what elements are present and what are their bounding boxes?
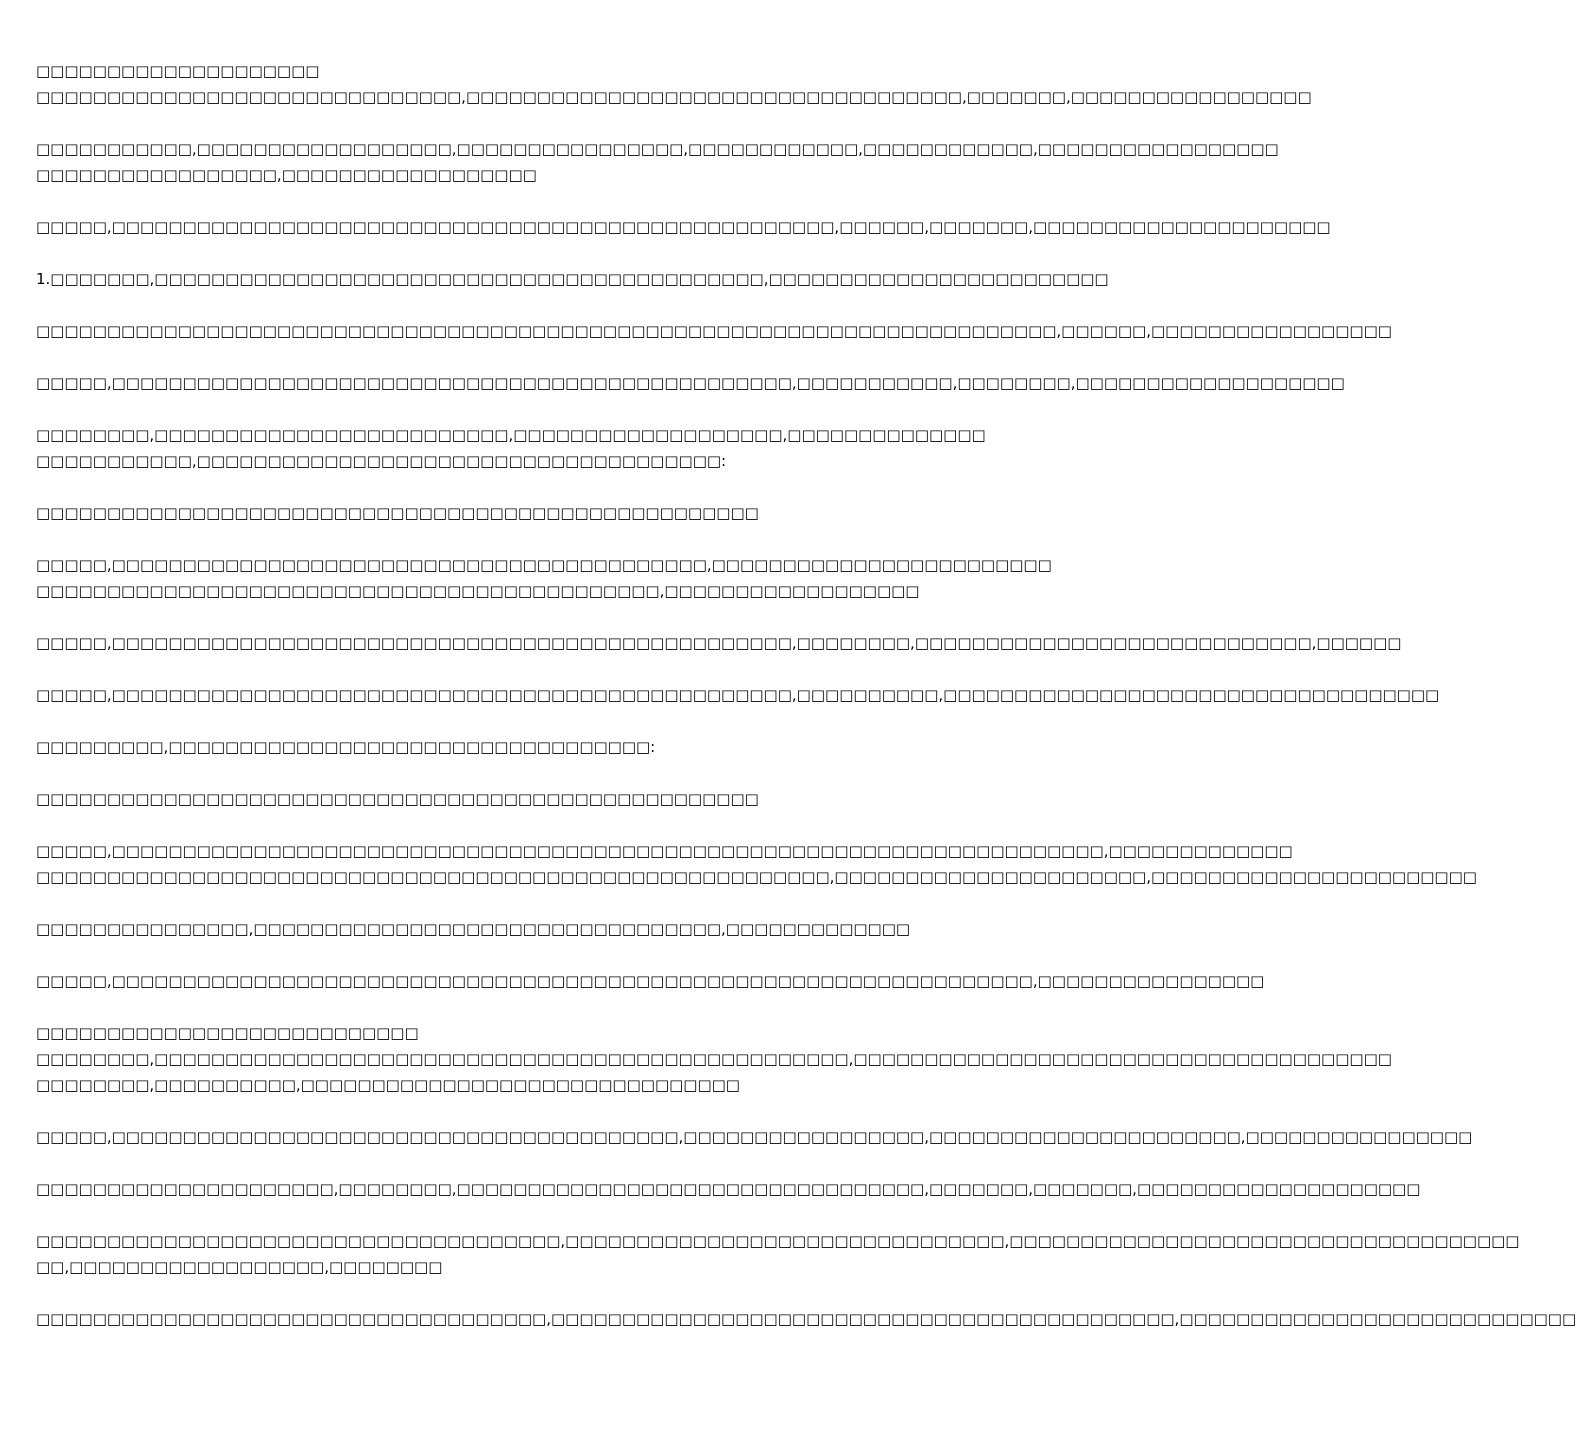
text-line: □□□□□,□□□□□□□□□□□□□□□□□□□□□□□□□□□□□□□□□□□□□□□□□□□□□□□□□□□□□□□□□□□□□□□□□□□□□□,□□□□□□□□□□□□□: [36, 842, 1293, 860]
paragraph-gap: [36, 526, 990, 552]
text-line: □□□□□□□□□□□□□□□□□□□□□□□□□□□□□□□□□□□□□□□□□□□□,□□□□□□□□□□□□□□□□□□: [36, 582, 920, 600]
text-line: □□□□□□□□,□□□□□□□□□□,□□□□□□□□□□□□□□□□□□□□□□□□□□□□□□□: [36, 1076, 740, 1094]
text-line: □□□□□,□□□□□□□□□□□□□□□□□□□□□□□□□□□□□□□□□□□□□□□□□□□□□□□□,□□□□□□□□,□□□□□□□□□□□□□□□□□□□□□□□□□□□□,□□□□□□: [36, 634, 1402, 652]
paragraph-gap: [36, 240, 990, 266]
text-line: □□□□□,□□□□□□□□□□□□□□□□□□□□□□□□□□□□□□□□□□□□□□□□,□□□□□□□□□□□□□□□□□,□□□□□□□□□□□□□□□□□□□□□□,□□□□□□□□□□□□□□□□: [36, 1128, 1473, 1146]
paragraph-gap: [36, 396, 990, 422]
text-line: □□□□□,□□□□□□□□□□□□□□□□□□□□□□□□□□□□□□□□□□□□□□□□□□□□□□□□,□□□□□□□□□□,□□□□□□□□□□□□□□□□□□□□□□□□□□□□□□□□□□□: [36, 686, 1440, 704]
paragraph-gap: [36, 656, 990, 682]
paragraph-gap: [36, 110, 990, 136]
text-line: □□□□□□□□□□□,□□□□□□□□□□□□□□□□□□□□□□□□□□□□□□□□□□□□□:: [36, 452, 727, 470]
paragraph-gap: [36, 474, 990, 500]
text-line: □□□□□,□□□□□□□□□□□□□□□□□□□□□□□□□□□□□□□□□□□□□□□□□□□□□□□□□□□,□□□□□□,□□□□□□□,□□□□□□□□□□□□□□□□□□□□□: [36, 218, 1331, 236]
text-line: □□□□□□□□□□□□□□□□□□□□□,□□□□□□□□,□□□□□□□□□□□□□□□□□□□□□□□□□□□□□□□□□,□□□□□□□,□□□□□□□,□□□□□□□□□□□□□□□□□□□□: [36, 1180, 1421, 1198]
text-line: □□□□□,□□□□□□□□□□□□□□□□□□□□□□□□□□□□□□□□□□□□□□□□□□,□□□□□□□□□□□□□□□□□□□□□□□□: [36, 556, 1052, 574]
paragraph-gap: [36, 994, 990, 1020]
text-line: □□□□□□□□□□□□□□□□□□□□□□□□□□□□□□□□□□□□□,□□□□□□□□□□□□□□□□□□□□□□□□□□□□□□□,□□□□□□□□□□□□□□□□□□□□□□□□□□□□□□□□□□□□: [36, 1232, 1520, 1250]
text-line: □□□□□□□□□,□□□□□□□□□□□□□□□□□□□□□□□□□□□□□□□□□□:: [36, 738, 656, 756]
paragraph-gap: [36, 1202, 990, 1228]
text-line: □□□□□□□□□□□□□□□□□,□□□□□□□□□□□□□□□□□□: [36, 166, 537, 184]
text-line: □□□□□□□□□□□□□□□,□□□□□□□□□□□□□□□□□□□□□□□□□□□□□□□□□,□□□□□□□□□□□□□: [36, 920, 911, 938]
text-line: □□□□□□□□□□□□□□□□□□□□□□□□□□□□□□□□□□□□□□□□□□□□□□□□□□□: [36, 790, 759, 808]
paragraph-gap: [36, 1280, 990, 1306]
paragraph-gap: [36, 1150, 990, 1176]
paragraph-gap: [36, 1098, 990, 1124]
text-line: □□□□□□□□,□□□□□□□□□□□□□□□□□□□□□□□□□□□□□□□□□□□□□□□□□□□□□□□□□,□□□□□□□□□□□□□□□□□□□□□□□□□□□□□□□□□□□□□□: [36, 1050, 1392, 1068]
paragraph-gap: [36, 708, 990, 734]
text-line: □□□□□□□□□□□□□□□□□□□□□□□□□□□□□□,□□□□□□□□□□□□□□□□□□□□□□□□□□□□□□□□□□□,□□□□□□□,□□□□□□□□□□□□□□□□□: [36, 88, 1312, 106]
paragraph-gap: [36, 188, 990, 214]
text-line: □□□□□□□□□□□□□□□□□□□□: [36, 62, 320, 80]
paragraph-gap: [36, 604, 990, 630]
paragraph-gap: [36, 760, 990, 786]
paragraph-gap: [36, 344, 990, 370]
text-line: □□□□□,□□□□□□□□□□□□□□□□□□□□□□□□□□□□□□□□□□□□□□□□□□□□□□□□,□□□□□□□□□□□,□□□□□□□□,□□□□□□□□□□□□□□□□□□□: [36, 374, 1345, 392]
text-line: □□□□□□□□□□□□□□□□□□□□□□□□□□□: [36, 1024, 419, 1042]
text-line: □□□□□□□□□□□,□□□□□□□□□□□□□□□□□□,□□□□□□□□□□□□□□□□,□□□□□□□□□□□□,□□□□□□□□□□□□,□□□□□□□□□□□□□□□□□: [36, 140, 1279, 158]
paragraph-gap: [36, 942, 990, 968]
text-line: □□□□□□□□□□□□□□□□□□□□□□□□□□□□□□□□□□□□,□□□□□□□□□□□□□□□□□□□□□□□□□□□□□□□□□□□□□□□□□□□□,□□□□□□□□□□□□□□□□□□□□□□□□□□□□: [36, 1310, 1576, 1328]
text-line: 1.□□□□□□□,□□□□□□□□□□□□□□□□□□□□□□□□□□□□□□□□□□□□□□□□□□□,□□□□□□□□□□□□□□□□□□□□□□□□: [36, 270, 1109, 288]
paragraph-gap: [36, 292, 990, 318]
paragraph-gap: [36, 812, 990, 838]
text-line: □□□□□□□□,□□□□□□□□□□□□□□□□□□□□□□□□□,□□□□□□□□□□□□□□□□□□□,□□□□□□□□□□□□□□: [36, 426, 986, 444]
text-line: □□□□□□□□□□□□□□□□□□□□□□□□□□□□□□□□□□□□□□□□□□□□□□□□□□□: [36, 504, 759, 522]
text-line: □□,□□□□□□□□□□□□□□□□□□,□□□□□□□□: [36, 1258, 443, 1276]
text-line: □□□□□,□□□□□□□□□□□□□□□□□□□□□□□□□□□□□□□□□□□□□□□□□□□□□□□□□□□□□□□□□□□□□□□□□,□□□□□□□□□□□□□□□□: [36, 972, 1265, 990]
text-line: □□□□□□□□□□□□□□□□□□□□□□□□□□□□□□□□□□□□□□□□□□□□□□□□□□□□□□□□,□□□□□□□□□□□□□□□□□□□□□□,□□□□□□□□□□□□□□□□□□□□□□□: [36, 868, 1477, 886]
document-body: [36, 58, 1576, 1428]
paragraph-gap: [36, 890, 990, 916]
text-line: □□□□□□□□□□□□□□□□□□□□□□□□□□□□□□□□□□□□□□□□□□□□□□□□□□□□□□□□□□□□□□□□□□□□□□□□,□□□□□□,□□□□□□□□□□□□□□□□□: [36, 322, 1392, 340]
